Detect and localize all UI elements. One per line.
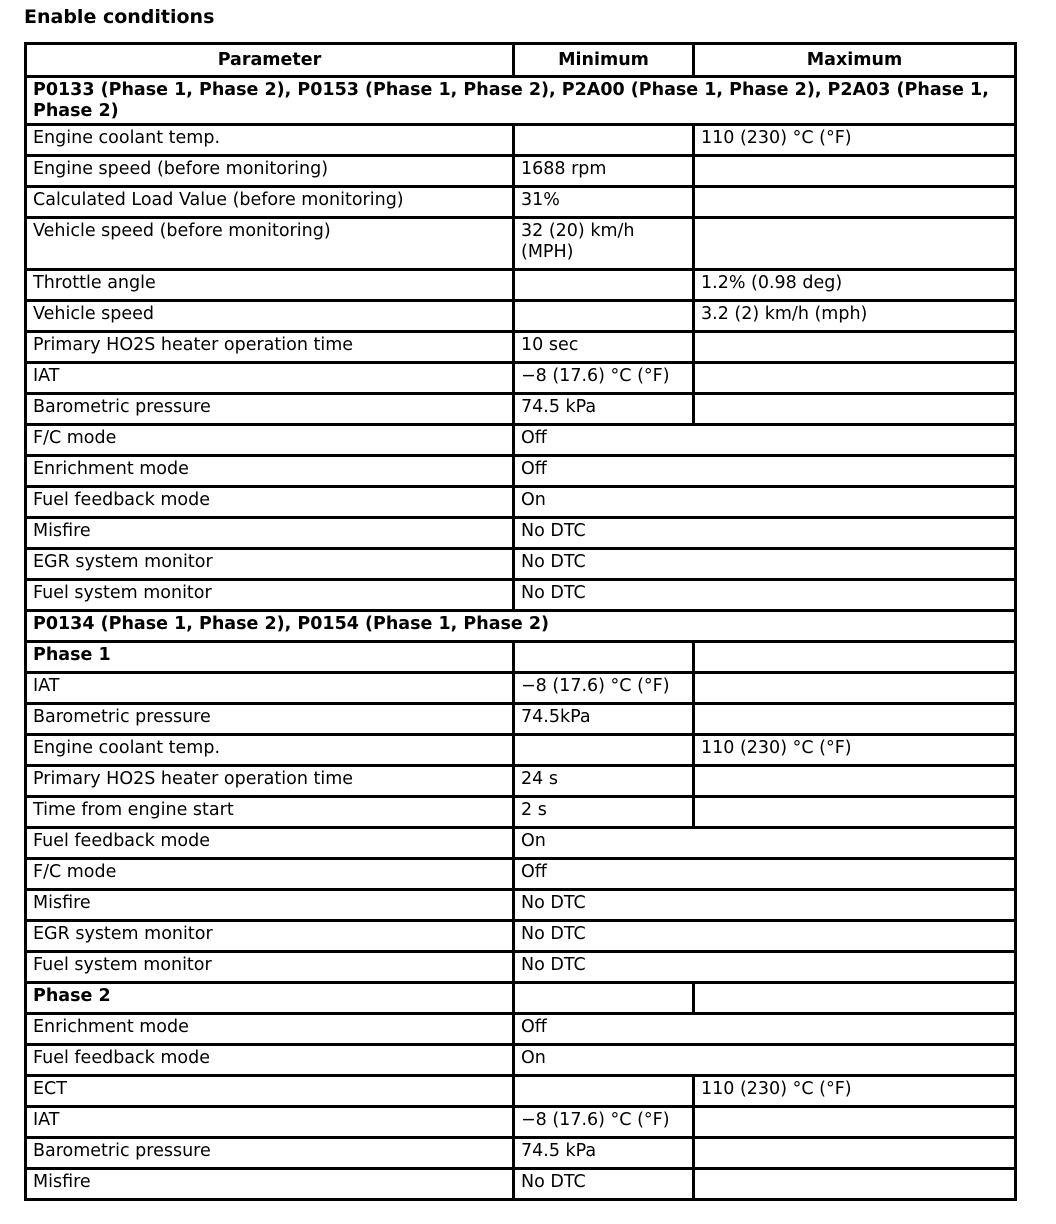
value-cell: No DTC bbox=[514, 890, 1016, 921]
value-cell: Off bbox=[514, 1014, 1016, 1045]
maximum-cell bbox=[694, 363, 1016, 394]
group-header-cell: P0133 (Phase 1, Phase 2), P0153 (Phase 1, Phase 2), P2A00 (Phase 1, Phase 2), P2A03 (Phase 1, Phase 2) bbox=[26, 77, 1016, 125]
parameter-cell: Fuel feedback mode bbox=[26, 1045, 514, 1076]
table-row bbox=[26, 270, 1016, 301]
parameter-cell: Misfire bbox=[26, 518, 514, 549]
maximum-cell bbox=[694, 766, 1016, 797]
table-row bbox=[26, 363, 1016, 394]
group-header-row bbox=[26, 77, 1016, 125]
maximum-cell bbox=[694, 673, 1016, 704]
table-row bbox=[26, 218, 1016, 270]
parameter-cell: Vehicle speed bbox=[26, 301, 514, 332]
header-maximum: Maximum bbox=[694, 44, 1016, 77]
table-row bbox=[26, 301, 1016, 332]
minimum-cell: 74.5 kPa bbox=[514, 1138, 694, 1169]
table-row bbox=[26, 1076, 1016, 1107]
parameter-cell: Engine speed (before monitoring) bbox=[26, 156, 514, 187]
parameter-cell: Fuel feedback mode bbox=[26, 828, 514, 859]
parameter-cell: IAT bbox=[26, 1107, 514, 1138]
minimum-cell bbox=[514, 735, 694, 766]
maximum-cell bbox=[694, 797, 1016, 828]
parameter-cell: Time from engine start bbox=[26, 797, 514, 828]
table-row bbox=[26, 921, 1016, 952]
maximum-cell: 110 (230) °C (°F) bbox=[694, 125, 1016, 156]
table-row bbox=[26, 890, 1016, 921]
minimum-cell: No DTC bbox=[514, 1169, 694, 1200]
parameter-cell: Phase 1 bbox=[26, 642, 514, 673]
maximum-cell bbox=[694, 983, 1016, 1014]
table-row bbox=[26, 456, 1016, 487]
value-cell: No DTC bbox=[514, 580, 1016, 611]
section-title: Enable conditions bbox=[24, 6, 215, 28]
table-row bbox=[26, 1045, 1016, 1076]
value-cell: Off bbox=[514, 456, 1016, 487]
table-row bbox=[26, 425, 1016, 456]
table-row bbox=[26, 580, 1016, 611]
parameter-cell: F/C mode bbox=[26, 859, 514, 890]
value-cell: On bbox=[514, 828, 1016, 859]
parameter-cell: Misfire bbox=[26, 890, 514, 921]
header-minimum: Minimum bbox=[514, 44, 694, 77]
minimum-cell: 74.5kPa bbox=[514, 704, 694, 735]
maximum-cell bbox=[694, 156, 1016, 187]
table-row bbox=[26, 187, 1016, 218]
parameter-cell: EGR system monitor bbox=[26, 921, 514, 952]
parameter-cell: Misfire bbox=[26, 1169, 514, 1200]
parameter-cell: IAT bbox=[26, 673, 514, 704]
maximum-cell bbox=[694, 332, 1016, 363]
maximum-cell: 110 (230) °C (°F) bbox=[694, 1076, 1016, 1107]
table-row bbox=[26, 952, 1016, 983]
table-row bbox=[26, 735, 1016, 766]
table-row bbox=[26, 828, 1016, 859]
minimum-cell bbox=[514, 1076, 694, 1107]
maximum-cell bbox=[694, 704, 1016, 735]
group-header-row bbox=[26, 611, 1016, 642]
minimum-cell: 2 s bbox=[514, 797, 694, 828]
header-parameter: Parameter bbox=[26, 44, 514, 77]
table-row bbox=[26, 673, 1016, 704]
parameter-cell: Fuel system monitor bbox=[26, 580, 514, 611]
maximum-cell bbox=[694, 187, 1016, 218]
table-row bbox=[26, 156, 1016, 187]
value-cell: No DTC bbox=[514, 518, 1016, 549]
minimum-cell: −8 (17.6) °C (°F) bbox=[514, 673, 694, 704]
maximum-cell: 1.2% (0.98 deg) bbox=[694, 270, 1016, 301]
table-row bbox=[26, 1169, 1016, 1200]
table-row bbox=[26, 549, 1016, 580]
enable-conditions-table bbox=[24, 42, 1017, 1201]
table-row bbox=[26, 704, 1016, 735]
parameter-cell: Fuel feedback mode bbox=[26, 487, 514, 518]
minimum-cell bbox=[514, 301, 694, 332]
minimum-cell: 31% bbox=[514, 187, 694, 218]
parameter-cell: Barometric pressure bbox=[26, 1138, 514, 1169]
parameter-cell: Engine coolant temp. bbox=[26, 125, 514, 156]
parameter-cell: IAT bbox=[26, 363, 514, 394]
maximum-cell bbox=[694, 1107, 1016, 1138]
maximum-cell bbox=[694, 642, 1016, 673]
table-row bbox=[26, 1138, 1016, 1169]
parameter-cell: Enrichment mode bbox=[26, 456, 514, 487]
table-row bbox=[26, 487, 1016, 518]
phase-header-row bbox=[26, 642, 1016, 673]
table-body bbox=[26, 77, 1016, 1200]
value-cell: No DTC bbox=[514, 952, 1016, 983]
parameter-cell: Calculated Load Value (before monitoring) bbox=[26, 187, 514, 218]
minimum-cell: 32 (20) km/h (MPH) bbox=[514, 218, 694, 270]
minimum-cell: −8 (17.6) °C (°F) bbox=[514, 1107, 694, 1138]
parameter-cell: Vehicle speed (before monitoring) bbox=[26, 218, 514, 270]
table-row bbox=[26, 766, 1016, 797]
table-row bbox=[26, 1014, 1016, 1045]
minimum-cell: 74.5 kPa bbox=[514, 394, 694, 425]
parameter-cell: Throttle angle bbox=[26, 270, 514, 301]
maximum-cell: 3.2 (2) km/h (mph) bbox=[694, 301, 1016, 332]
minimum-cell: −8 (17.6) °C (°F) bbox=[514, 363, 694, 394]
parameter-cell: F/C mode bbox=[26, 425, 514, 456]
header-row bbox=[26, 44, 1016, 77]
value-cell: On bbox=[514, 487, 1016, 518]
minimum-cell: 24 s bbox=[514, 766, 694, 797]
value-cell: No DTC bbox=[514, 549, 1016, 580]
parameter-cell: Primary HO2S heater operation time bbox=[26, 332, 514, 363]
phase-header-row bbox=[26, 983, 1016, 1014]
table-row bbox=[26, 1107, 1016, 1138]
table-row bbox=[26, 518, 1016, 549]
value-cell: On bbox=[514, 1045, 1016, 1076]
parameter-cell: Engine coolant temp. bbox=[26, 735, 514, 766]
maximum-cell bbox=[694, 1169, 1016, 1200]
minimum-cell: 1688 rpm bbox=[514, 156, 694, 187]
parameter-cell: EGR system monitor bbox=[26, 549, 514, 580]
maximum-cell: 110 (230) °C (°F) bbox=[694, 735, 1016, 766]
value-cell: No DTC bbox=[514, 921, 1016, 952]
parameter-cell: ECT bbox=[26, 1076, 514, 1107]
parameter-cell: Phase 2 bbox=[26, 983, 514, 1014]
parameter-cell: Fuel system monitor bbox=[26, 952, 514, 983]
table-row bbox=[26, 859, 1016, 890]
minimum-cell bbox=[514, 125, 694, 156]
parameter-cell: Primary HO2S heater operation time bbox=[26, 766, 514, 797]
group-header-cell: P0134 (Phase 1, Phase 2), P0154 (Phase 1, Phase 2) bbox=[26, 611, 1016, 642]
value-cell: Off bbox=[514, 425, 1016, 456]
maximum-cell bbox=[694, 218, 1016, 270]
minimum-cell bbox=[514, 642, 694, 673]
minimum-cell bbox=[514, 270, 694, 301]
parameter-cell: Barometric pressure bbox=[26, 394, 514, 425]
table-row bbox=[26, 394, 1016, 425]
table-row bbox=[26, 332, 1016, 363]
minimum-cell: 10 sec bbox=[514, 332, 694, 363]
parameter-cell: Barometric pressure bbox=[26, 704, 514, 735]
maximum-cell bbox=[694, 394, 1016, 425]
value-cell: Off bbox=[514, 859, 1016, 890]
maximum-cell bbox=[694, 1138, 1016, 1169]
table-row bbox=[26, 125, 1016, 156]
minimum-cell bbox=[514, 983, 694, 1014]
parameter-cell: Enrichment mode bbox=[26, 1014, 514, 1045]
table-row bbox=[26, 797, 1016, 828]
